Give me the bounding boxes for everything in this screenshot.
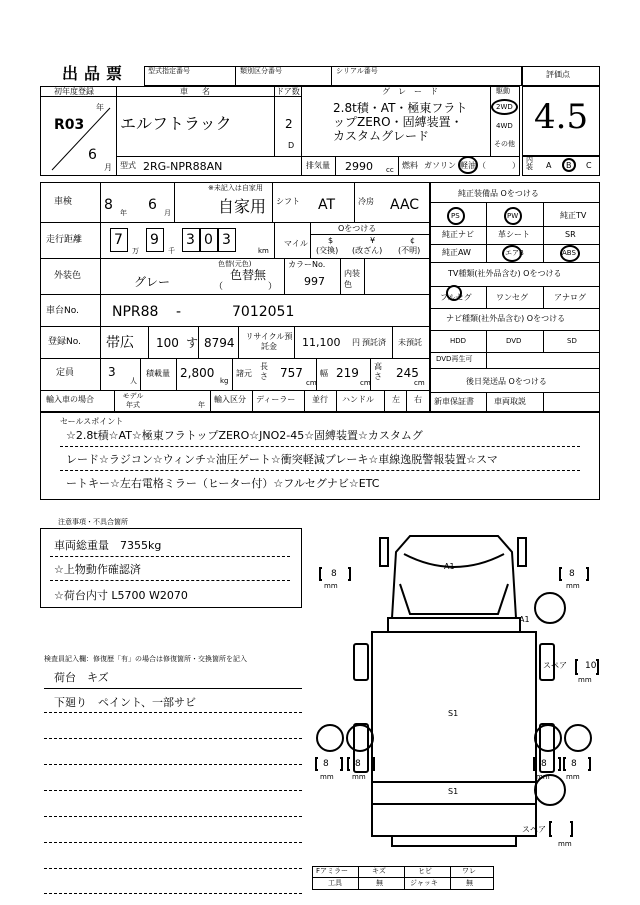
tire-depth-rear-right-inner: 8 bbox=[541, 759, 547, 769]
meter-unknown: (不明) bbox=[398, 246, 421, 255]
legend-value-3: ジャッキ bbox=[410, 879, 438, 887]
category-label: 類別区分番号 bbox=[240, 67, 282, 75]
inspector-label: 検査員記入欄：修復歴「有」の場合は修復箇所・交換箇所を記入 bbox=[44, 655, 247, 663]
damage-mark-cab: A1 bbox=[444, 562, 455, 571]
dims-label: 諸元 bbox=[236, 369, 252, 378]
dvd-playback: DVD再生可 bbox=[436, 355, 473, 363]
mileage-digit-2: 9 bbox=[150, 232, 159, 248]
legend-value-2: 無 bbox=[376, 879, 383, 887]
legend-value-1: 工具 bbox=[328, 879, 342, 887]
recycle-label: リサイクル預託金 bbox=[245, 332, 293, 351]
equip-nav: 純正ナビ bbox=[442, 230, 474, 239]
meter-exchange: (交換) bbox=[316, 246, 339, 255]
capacity-label: 定員 bbox=[56, 368, 75, 378]
mileage-label: 走行距離 bbox=[46, 235, 83, 245]
model-value: 2RG-NPR88AN bbox=[143, 160, 223, 173]
sales-point-line-2: レード☆ラジコン☆ウィンチ☆油圧ゲート☆衝突軽減ブレーキ☆車線逸脱警報装置☆スマ bbox=[66, 453, 498, 466]
color-label: 外装色 bbox=[54, 271, 82, 281]
sales-point-line-3: ートキー☆左右電格ミラー（ヒーター付）☆フルセグナビ☆ETC bbox=[66, 477, 380, 490]
after-manual: 車両取説 bbox=[494, 397, 526, 406]
notes-label: 注意事項・不具合箇所 bbox=[58, 518, 128, 526]
grade-label: グレード bbox=[382, 87, 446, 96]
first-reg-label: 初年度登録 bbox=[54, 87, 94, 96]
model-label: 型式 bbox=[120, 161, 136, 170]
tire-depth-front-right: 8 bbox=[569, 569, 575, 579]
length-label: 長さ bbox=[260, 362, 268, 381]
type-designation-label: 型式指定番号 bbox=[148, 67, 190, 75]
inspection-month: 6 bbox=[148, 197, 157, 213]
ac-value: AAC bbox=[390, 197, 420, 213]
interior-color-label: 内装色 bbox=[344, 269, 360, 289]
tv-title: TV種類(社外品含む) Oをつける bbox=[448, 269, 562, 278]
notes-line-2: ☆上物動作確認済 bbox=[54, 563, 141, 576]
mileage-digit-3: 3 bbox=[186, 232, 195, 248]
grade-line-2: ップZERO・固縛装置・ bbox=[333, 115, 463, 129]
nav-hdd: HDD bbox=[450, 337, 467, 345]
displacement-value: 2990 bbox=[345, 160, 373, 173]
private-note: ※未記入は自家用 bbox=[208, 184, 263, 192]
inspection-label: 車検 bbox=[54, 197, 73, 207]
import-cat-label: 輸入区分 bbox=[214, 395, 246, 404]
first-reg-era: R03 bbox=[54, 117, 85, 133]
nav-dvd: DVD bbox=[506, 337, 522, 345]
after-title: 後日発送品 Oをつける bbox=[466, 377, 547, 386]
color-original-label: 色替(元色) bbox=[218, 260, 252, 268]
length-value: 757 bbox=[280, 366, 303, 380]
equip-pw: PW bbox=[507, 212, 519, 220]
tire-depth-rear-right-outer: 8 bbox=[571, 759, 577, 769]
nav-title: ナビ種類(社外品含む) Oをつける bbox=[446, 314, 566, 323]
serial-label: シリアル番号 bbox=[336, 67, 378, 75]
score-label: 評価点 bbox=[546, 70, 570, 79]
plate-class: 100 bbox=[156, 336, 179, 350]
load-value: 2,800 bbox=[180, 366, 215, 380]
recycle-undeposited: 未預託 bbox=[398, 338, 422, 347]
import-label: 輸入車の場合 bbox=[46, 395, 94, 404]
vehicle-info-block bbox=[40, 182, 430, 412]
handle-label: ハンドル bbox=[342, 395, 374, 404]
color-no-label: カラーNo. bbox=[288, 260, 326, 269]
legend-header-3: ヒビ bbox=[418, 867, 432, 875]
damage-mark-side: A1 bbox=[519, 615, 530, 624]
displacement-label: 排気量 bbox=[306, 161, 330, 170]
equip-leather: 革シート bbox=[498, 230, 530, 239]
car-name-label: 車名 bbox=[180, 87, 224, 96]
meter-tampered: (改ざん) bbox=[352, 246, 383, 255]
capacity-value: 3 bbox=[108, 365, 116, 379]
chassis-number: 7012051 bbox=[232, 304, 295, 320]
shift-label: シフト bbox=[276, 197, 300, 206]
plate-kana: す bbox=[186, 336, 199, 350]
height-value: 245 bbox=[396, 366, 419, 380]
car-name: エルフトラック bbox=[120, 114, 232, 133]
tire-depth-rear-left-inner: 8 bbox=[355, 759, 361, 769]
damage-mark-rear: S1 bbox=[448, 787, 459, 796]
private-use: 自家用 bbox=[218, 197, 267, 216]
tire-depth-front-left: 8 bbox=[331, 569, 337, 579]
color-value: グレー bbox=[134, 275, 171, 289]
inspector-line-2: 下廻り ペイント、一部サビ bbox=[54, 696, 197, 709]
legend-header-4: ワレ bbox=[462, 867, 476, 875]
plate-label: 登録No. bbox=[48, 337, 81, 347]
width-label: 幅 bbox=[320, 369, 328, 378]
equip-sr: SR bbox=[565, 230, 576, 239]
spare-depth: 10 bbox=[585, 661, 597, 671]
page-title: 出品票 bbox=[62, 64, 129, 83]
model-year-label: モデル年式 bbox=[122, 392, 144, 409]
width-value: 219 bbox=[336, 366, 359, 380]
equip-aw: 純正AW bbox=[442, 248, 471, 257]
legend-value-4: 無 bbox=[466, 879, 473, 887]
doors-value: 2 bbox=[285, 117, 293, 131]
fuel-label: 燃料 bbox=[402, 161, 418, 170]
inspection-year: 8 bbox=[104, 197, 113, 213]
equipment-title: 純正装備品 Oをつける bbox=[458, 189, 539, 198]
recycle-value: 11,100 bbox=[302, 336, 341, 349]
first-reg-month: 6 bbox=[88, 147, 97, 163]
tire-depth-rear-left-outer: 8 bbox=[323, 759, 329, 769]
equip-ps: PS bbox=[451, 212, 460, 220]
load-label: 積載量 bbox=[146, 369, 170, 378]
score-value: 4.5 bbox=[534, 97, 589, 137]
sales-points-label: セールスポイント bbox=[60, 417, 124, 426]
tv-oneseg: ワンセグ bbox=[496, 293, 528, 302]
nav-sd: SD bbox=[567, 337, 577, 345]
chassis-label: 車台No. bbox=[46, 306, 79, 316]
inspector-line-1: 荷台 キズ bbox=[54, 671, 109, 684]
header-fields-box bbox=[144, 66, 522, 86]
mile-label: マイル bbox=[284, 239, 308, 248]
truck-diagram bbox=[300, 524, 600, 860]
grade-line-3: カスタムグレード bbox=[333, 129, 430, 143]
legend-header-2: キズ bbox=[372, 867, 386, 875]
tv-analog: アナログ bbox=[554, 293, 586, 302]
mileage-digit-1: 7 bbox=[114, 232, 123, 248]
spare2-label: スペア bbox=[522, 825, 546, 834]
equip-airbag: エアB bbox=[505, 249, 524, 257]
notes-line-3: ☆荷台内寸 L5700 W2070 bbox=[54, 589, 188, 602]
mileage-digit-5: 3 bbox=[222, 232, 231, 248]
plate-number: 8794 bbox=[204, 336, 235, 350]
parallel-label: 並行 bbox=[312, 395, 328, 404]
drive-label: 駆動 bbox=[496, 87, 510, 95]
damage-mark-bed: S1 bbox=[448, 709, 459, 718]
spare-label: スペア bbox=[543, 661, 567, 670]
doors-label: ドア数 bbox=[276, 87, 300, 96]
equip-tv: 純正TV bbox=[560, 211, 587, 220]
after-warranty: 新車保証書 bbox=[434, 397, 474, 406]
color-no-value: 997 bbox=[304, 275, 325, 288]
mileage-digit-4: 0 bbox=[204, 232, 213, 248]
sales-point-line-1: ☆2.8t積☆AT☆極東フラトップZERO☆JNO2-45☆固縛装置☆カスタムグ bbox=[66, 429, 423, 442]
chassis-prefix: NPR88 bbox=[112, 304, 159, 320]
notes-line-1: 車両総重量 7355kg bbox=[54, 539, 162, 552]
recycle-deposited: 預託済 bbox=[362, 338, 386, 347]
meter-note: Oをつける bbox=[338, 224, 377, 233]
legend-header-1: Fアミラー bbox=[316, 867, 349, 875]
interior-label: 内装 bbox=[526, 156, 533, 171]
grade-line-1: 2.8t積・AT・極東フラト bbox=[333, 101, 468, 115]
color-change: 色替無 bbox=[230, 268, 267, 282]
shift-value: AT bbox=[318, 197, 336, 213]
plate-region: 帯広 bbox=[106, 335, 134, 351]
handle-left: 左 bbox=[392, 395, 400, 404]
ac-label: 冷房 bbox=[358, 197, 374, 206]
handle-right: 右 bbox=[414, 395, 422, 404]
equip-abs: ABS bbox=[562, 249, 576, 257]
tv-fullseg: フルセグ bbox=[440, 293, 472, 302]
dealer-label: ディーラー bbox=[256, 395, 296, 404]
height-label: 高さ bbox=[374, 362, 382, 381]
